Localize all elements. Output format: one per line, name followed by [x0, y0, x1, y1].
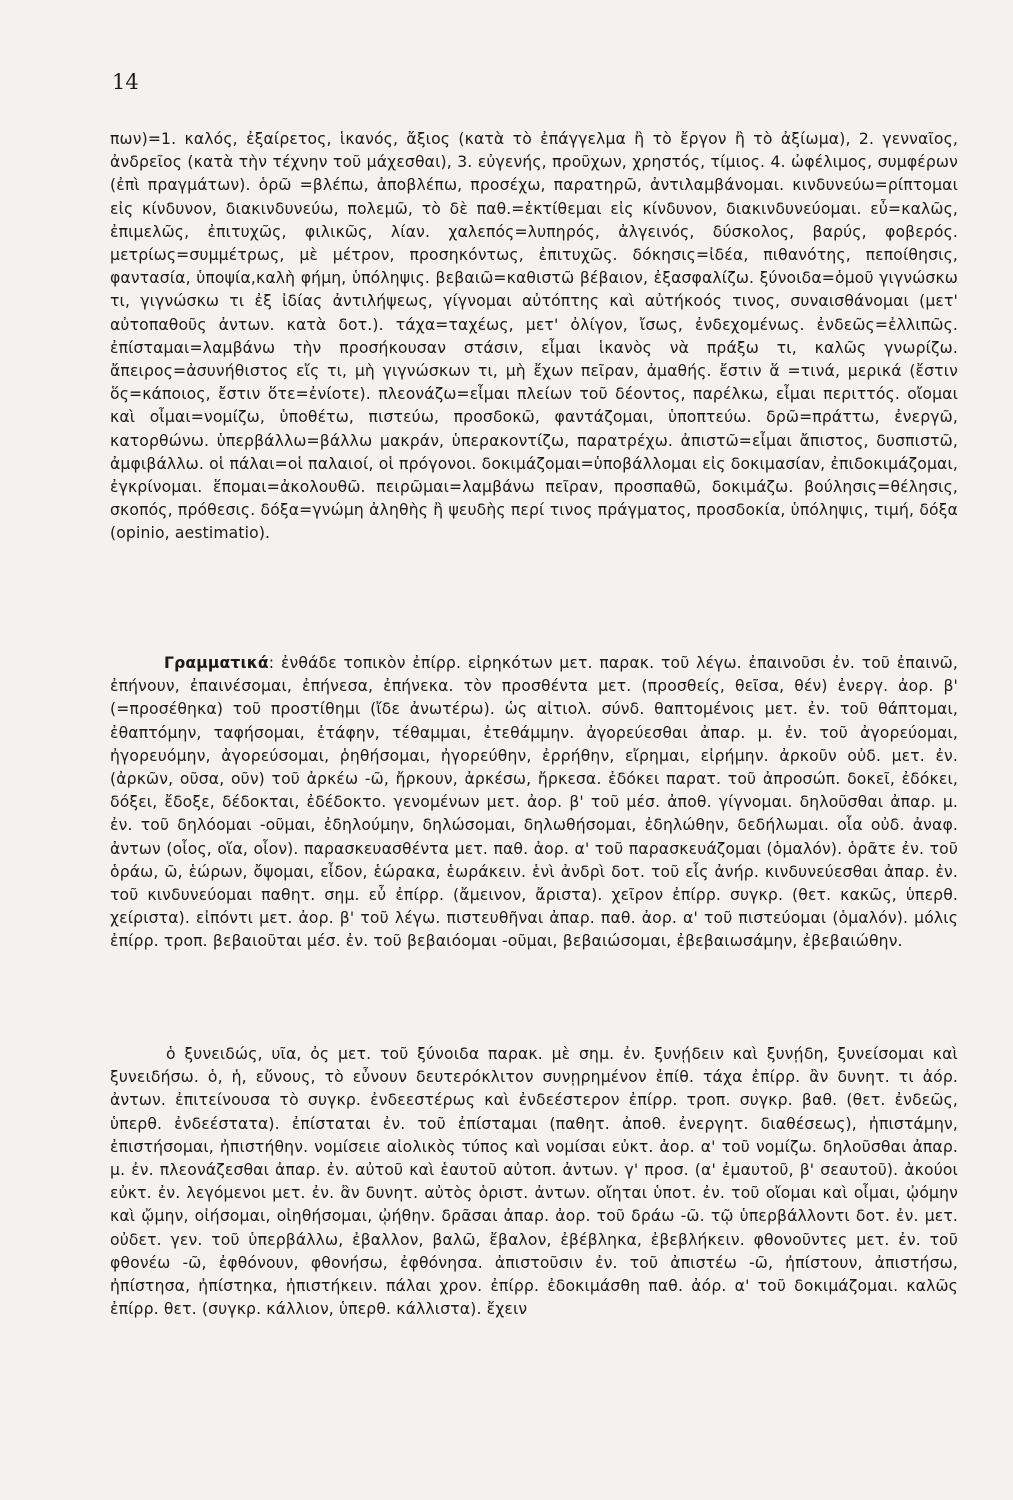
final-paragraph: ὁ ξυνειδώς, υῖα, ὀς μετ. τοῦ ξύνοιδα παρακ. μὲ σημ. ἐν. ξυνῄδειν καὶ ξυνῄδη, ξυνείσομαι καὶ ξυνειδήσω. ὁ, ἡ, εὔνους, τὸ εὖνουν δευτερόκλιτον συνῃρημένον ἐπίθ. τάχα ἐπίρρ. ἂν δυνητ. τι ἀόρ. ἀντων. ἐπιτείνουσα τὸ συγκρ. ἐνδεεστέρως καὶ ἐνδεέστερον ἐπίρρ. τροπ. συγκρ. βαθ. (θετ. ἐνδεῶς, ὑπερθ. ἐνδεέστατα). ἐπίσταται ἐν. τοῦ ἐπίσταμαι (παθητ. ἀποθ. ἐνεργητ. διαθέσεως), ἠπιστάμην, ἐπιστήσομαι, ἠπιστήθην. νομίσειε αἰολικὸς τύπος καὶ νομίσαι εὐκτ. ἀορ. α' τοῦ νομίζω. δηλοῦσθαι ἀπαρ. μ. ἐν. πλεονάζεσθαι ἀπαρ. ἐν. αὐτοῦ καὶ ἑαυτοῦ αὐτοπ. ἀντων. γ' προσ. (α' ἐμαυτοῦ, β' σεαυτοῦ). ἀκούοι εὐκτ. ἐν. λεγόμενοι μετ. ἐν. ἂν δυνητ. αὐτὸς ὁριστ. ἀντων. οἴηται ὑποτ. ἐν. τοῦ οἴομαι καὶ οἶμαι, ᾠόμην καὶ ᾤμην, οἰήσομαι, οἰηθήσομαι, ᾠήθην. δρᾶσαι ἀπαρ. ἀορ. τοῦ δράω -ῶ. τῷ ὑπερβάλλοντι δοτ. ἐν. μετ. οὐδετ. γεν. τοῦ ὑπερβάλλω, ἐβαλλον, βαλῶ, ἔβαλον, ἐβέβληκα, ἐβεβλήκειν. φθονοῦντες μετ. ἐν. τοῦ φθονέω -ῶ, ἐφθόνουν, φθονήσω, ἐφθόνησα. ἀπιστοῦσιν ἐν. τοῦ ἀπιστέω -ῶ, ἠπίστουν, ἀπιστήσω, ἠπίστησα, ἠπίστηκα, ἠπιστήκειν. πάλαι χρον. ἐπίρρ. ἐδοκιμάσθη παθ. ἀόρ. α' τοῦ δοκιμάζομαι. καλῶς ἐπίρρ. θετ. (συγκρ. κάλλιον, ὑπερθ. κάλλιστα). ἔχειν	[110, 1045, 958, 1319]
notes-block	[110, 1043, 958, 1321]
grammar-block	[110, 652, 958, 954]
grammar-heading: Γραμματικά	[164, 654, 269, 672]
vocabulary-block	[110, 128, 958, 546]
page-number: 14	[112, 70, 139, 94]
grammar-paragraph-container	[110, 652, 958, 954]
grammar-paragraph: : ἐνθάδε τοπικὸν ἐπίρρ. εἰρηκότων μετ. παρακ. τοῦ λέγω. ἐπαινοῦσι ἐν. τοῦ ἐπαινῶ, ἐπήνουν, ἐπαινέσομαι, ἐπήνεσα, ἐπήνεκα. τὸν προσθέντα μετ. (προσθείς, θεῖσα, θέν) ἐνεργ. ἀορ. β' (=προσέθηκα) τοῦ προστίθημι (ἴδε ἀνωτέρω). ὡς αἰτιολ. σύνδ. θαπτομένοις μετ. ἐν. τοῦ θάπτομαι, ἐθαπτόμην, ταφήσομαι, ἐτάφην, τέθαμμαι, ἐτεθάμμην. ἀγορεύεσθαι ἀπαρ. μ. ἐν. τοῦ ἀγορεύομαι, ἠγορευόμην, ἀγορεύσομαι, ῥηθήσομαι, ἠγορεύθην, ἐρρήθην, εἴρημαι, εἰρήμην. ἀρκοῦν οὐδ. μετ. ἐν. (ἀρκῶν, οῦσα, οῦν) τοῦ ἀρκέω -ῶ, ἤρκουν, ἀρκέσω, ἤρκεσα. ἐδόκει παρατ. τοῦ ἀπροσώπ. δοκεῖ, ἐδόκει, δόξει, ἔδοξε, δέδοκται, ἐδέδοκτο. γενομένων μετ. ἀορ. β' τοῦ μέσ. ἀποθ. γίγνομαι. δηλοῦσθαι ἀπαρ. μ. ἐν. τοῦ δηλόομαι -οῦμαι, ἐδηλούμην, δηλώσομαι, δηλωθήσομαι, ἐδηλώθην, δεδήλωμαι. οἷα οὐδ. ἀναφ. ἀντων (οἷος, οἵα, οἷον). παρασκευασθέντα μετ. παθ. ἀορ. α' τοῦ παρασκευάζομαι (ὁμαλόν). ὁρᾶτε ἐν. τοῦ ὁράω, ῶ, ἑώρων, ὄψομαι, εἶδον, ἑώρακα, ἑωράκειν. ἑνὶ ἀνδρὶ δοτ. τοῦ εἷς ἀνήρ. κινδυνεύεσθαι ἀπαρ. ἐν. τοῦ κινδυνεύομαι παθητ. σημ. εὖ ἐπίρρ. (ἄμεινον, ἄριστα). χεῖρον ἐπίρρ. συγκρ. (θετ. κακῶς, ὑπερθ. χείριστα). εἰπόντι μετ. ἀορ. β' τοῦ λέγω. πιστευθῆναι ἀπαρ. παθ. ἀορ. α' τοῦ πιστεύομαι (ὁμαλόν). μόλις ἐπίρρ. τροπ. βεβαιοῦται μέσ. ἐν. τοῦ βεβαιόομαι -οῦμαι, βεβαιώσομαι, ἐβεβαιωσάμην, ἐβεβαιώθην.	[110, 654, 958, 951]
vocabulary-paragraph: πων)=1. καλός, ἐξαίρετος, ἱκανός, ἄξιος (κατὰ τὸ ἐπάγγελμα ἢ τὸ ἔργον ἢ τὸ ἀξίωμα), 2. γενναῖος, ἀνδρεῖος (κατὰ τὴν τέχνην τοῦ μάχεσθαι), 3. εὐγενής, προῦχων, χρηστός, τίμιος. 4. ὠφέλιμος, συμφέρων (ἐπὶ πραγμάτων). ὁρῶ =βλέπω, ἀποβλέπω, προσέχω, παρατηρῶ, ἀντιλαμβάνομαι. κινδυνεύω=ρίπτομαι εἰς κίνδυνον, διακινδυνεύω, πολεμῶ, τὸ δὲ παθ.=ἐκτίθεμαι εἰς κίνδυνον, διακινδυνεύομαι. εὖ=καλῶς, ἐπιμελῶς, ἐπιτυχῶς, φιλικῶς, λίαν. χαλεπός=λυπηρός, ἀλγεινός, δύσκολος, βαρύς, φοβερός. μετρίως=συμμέτρως, μὲ μέτρον, προσηκόντως, ἐπιτυχῶς. δόκησις=ἰδέα, πιθανότης, πεποίθησις, φαντασία, ὑποψία,καλὴ φήμη, ὑπόληψις. βεβαιῶ=καθιστῶ βέβαιον, ἐξασφαλίζω. ξύνοιδα=ὁμοῦ γιγνώσκω τι, γιγνώσκω τι ἐξ ἰδίας ἀντιλήψεως, γίγνομαι αὐτόπτης καὶ αὐτήκοός τινος, συναισθάνομαι (μετ' αὐτοπαθοῦς ἀντων. κατὰ δοτ.). τάχα=ταχέως, μετ' ὀλίγον, ἴσως, ἐνδεχομένως. ἐνδεῶς=ἐλλιπῶς. ἐπίσταμαι=λαμβάνω τὴν προσήκουσαν στάσιν, εἶμαι ἱκανὸς νὰ πράξω τι, καλῶς γνωρίζω. ἄπειρος=ἀσυνήθιστος εἴς τι, μὴ γιγνώσκων τι, μὴ ἔχων πεῖραν, ἀμαθής. ἔστιν ἅ =τινά, μερικά (ἔστιν ὅς=κάποιος, ἔστιν ὅτε=ἐνίοτε). πλεονάζω=εἶμαι πλείων τοῦ δέοντος, παρέλκω, εἶμαι περιττός. οἴομαι καὶ οἶμαι=νομίζω, ὑποθέτω, πιστεύω, προσδοκῶ, φαντάζομαι, ὑποπτεύω. δρῶ=πράττω, ἐνεργῶ, κατορθώνω. ὑπερβάλλω=βάλλω μακράν, ὑπερακοντίζω, παρατρέχω. ἀπιστῶ=εἶμαι ἄπιστος, δυσπιστῶ, ἀμφιβάλλω. οἱ πάλαι=οἱ παλαιοί, οἱ πρόγονοι. δοκιμάζομαι=ὑποβάλλομαι εἰς δοκιμασίαν, ἐπιδοκιμάζομαι, ἐγκρίνομαι. ἕπομαι=ἀκολουθῶ. πειρῶμαι=λαμβάνω πεῖραν, προσπαθῶ, δοκιμάζω. βούλησις=θέλησις, σκοπός, πρόθεσις. δόξα=γνώμη ἀληθὴς ἢ ψευδὴς περί τινος πράγματος, προσδοκία, ὑπόληψις, τιμή, δόξα (opinio, aestimatio).	[110, 130, 958, 543]
